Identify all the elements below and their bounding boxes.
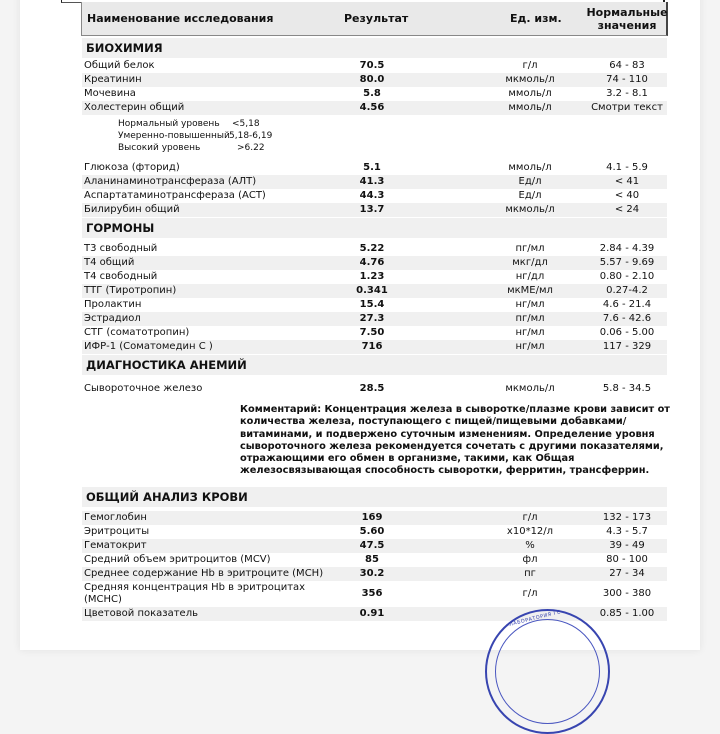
test-name: Цветовой показатель: [84, 607, 198, 619]
test-unit: пг/мл: [515, 313, 545, 324]
test-name: Гематокрит: [84, 539, 147, 551]
lab-stamp: [485, 609, 610, 734]
test-norm: Смотри текст: [591, 102, 663, 113]
test-norm: 7.6 - 42.6: [602, 313, 652, 324]
test-unit: г/л: [522, 587, 538, 599]
test-name: Холестерин общий: [84, 102, 185, 113]
table-header: [81, 2, 668, 36]
test-result: 0.91: [359, 607, 385, 619]
test-result: 41.3: [359, 176, 385, 187]
test-result: 30.2: [359, 567, 385, 579]
test-name: Общий белок: [84, 60, 155, 71]
test-norm: 300 - 380: [602, 587, 652, 599]
table-row: [82, 175, 667, 189]
test-unit: мкмоль/л: [505, 74, 555, 85]
test-result: 27.3: [359, 313, 385, 324]
table-row: [82, 525, 667, 539]
note-value: >6.22: [237, 143, 265, 153]
test-name: Мочевина: [84, 88, 136, 99]
test-result: 85: [365, 553, 379, 565]
note-label: Умеренно-повышенный: [118, 131, 230, 141]
test-norm: 27 - 34: [609, 567, 645, 579]
test-norm: 132 - 173: [602, 511, 652, 523]
table-row: [82, 382, 667, 396]
section-cbc-title: ОБЩИЙ АНАЛИЗ КРОВИ: [82, 487, 667, 507]
test-result: 28.5: [359, 383, 385, 394]
table-row: [82, 539, 667, 553]
test-result: 13.7: [359, 204, 385, 215]
test-result: 47.5: [359, 539, 385, 551]
test-name: Аспартатаминотрансфераза (АСТ): [84, 190, 266, 201]
test-unit: нг/мл: [515, 341, 545, 352]
header-norm-line1: Нормальные: [586, 5, 668, 19]
test-unit: г/л: [522, 511, 538, 523]
test-result: 4.76: [359, 257, 385, 268]
test-norm: 3.2 - 8.1: [606, 88, 648, 99]
table-row: [82, 581, 667, 607]
test-norm: 5.8 - 34.5: [602, 383, 652, 394]
test-name: Эстрадиол: [84, 313, 141, 324]
test-norm: 2.84 - 4.39: [599, 243, 655, 254]
table-row: [82, 553, 667, 567]
lab-report-page: [20, 0, 700, 650]
section-hormones-title: ГОРМОНЫ: [82, 218, 667, 238]
test-norm: 5.57 - 9.69: [599, 257, 655, 268]
header-result: Результат: [344, 12, 409, 25]
note-value: 5,18-6,19: [229, 131, 273, 141]
test-unit: мкмоль/л: [505, 383, 555, 394]
test-name: Среднее содержание Hb в эритроците (MCH): [84, 567, 324, 579]
table-row: [82, 326, 667, 340]
test-name: Сывороточное железо: [84, 383, 203, 394]
table-row: [82, 87, 667, 101]
section-biochem-title: БИОХИМИЯ: [82, 38, 667, 58]
table-row: [82, 312, 667, 326]
test-norm: 0.85 - 1.00: [599, 607, 655, 619]
test-result: 70.5: [359, 60, 385, 71]
header-unit: Ед. изм.: [510, 12, 562, 25]
test-result: 0.341: [356, 285, 388, 296]
test-unit: нг/дл: [515, 271, 545, 282]
test-norm: 0.06 - 5.00: [599, 327, 655, 338]
test-name: Глюкоза (фторид): [84, 162, 180, 173]
test-unit: мкМЕ/мл: [507, 285, 553, 296]
test-unit: x10*12/л: [506, 525, 554, 537]
test-unit: ммоль/л: [508, 102, 552, 113]
test-unit: мкмоль/л: [505, 204, 555, 215]
test-unit: %: [525, 539, 535, 551]
table-row: [82, 298, 667, 312]
results-table: [82, 37, 670, 621]
test-name: Т3 свободный: [84, 243, 158, 254]
test-name: ТТГ (Тиротропин): [84, 285, 177, 296]
test-norm: 0.27-4.2: [606, 285, 648, 296]
test-norm: 4.3 - 5.7: [606, 525, 648, 537]
table-row: [82, 189, 667, 203]
test-result: 5.22: [359, 243, 385, 254]
test-unit: ммоль/л: [508, 88, 552, 99]
test-name: Средняя концентрация Hb в эритроцитах (MCHC): [84, 581, 306, 605]
test-result: 1.23: [359, 271, 385, 282]
table-row: [82, 256, 667, 270]
test-result: 5.8: [363, 88, 381, 99]
test-result: 44.3: [359, 190, 385, 201]
cholesterol-reference-note: [82, 115, 667, 158]
test-result: 716: [361, 341, 383, 352]
note-label: Нормальный уровень: [118, 119, 220, 129]
test-norm: < 41: [614, 176, 640, 187]
note-value: <5,18: [232, 119, 260, 129]
test-name: ИФР-1 (Соматомедин С ): [84, 341, 213, 352]
test-norm: 39 - 49: [609, 539, 645, 551]
test-name: Т4 общий: [84, 257, 135, 268]
test-result: 5.1: [363, 162, 381, 173]
test-result: 7.50: [359, 327, 385, 338]
test-result: 80.0: [359, 74, 385, 85]
test-norm: 4.1 - 5.9: [606, 162, 648, 173]
test-result: 15.4: [359, 299, 385, 310]
test-norm: 117 - 329: [602, 341, 652, 352]
test-name: СТГ (соматотропин): [84, 327, 190, 338]
test-norm: < 40: [614, 190, 640, 201]
test-norm: 80 - 100: [606, 553, 648, 565]
test-norm: 74 - 110: [606, 74, 648, 85]
test-unit: пг: [524, 567, 536, 579]
test-name: Аланинаминотрансфераза (АЛТ): [84, 176, 257, 187]
test-unit: ммоль/л: [508, 162, 552, 173]
test-norm: < 24: [614, 204, 640, 215]
table-row: [82, 59, 667, 73]
header-norm-line2: значения: [597, 18, 657, 32]
test-unit: мкг/дл: [512, 257, 548, 268]
note-line: [82, 130, 667, 142]
test-result: 356: [361, 587, 383, 599]
iron-comment: Комментарий: Концентрация железа в сыворотке/плазме крови зависит от количества железа, поступающего с пищей/пищевыми добавками/витаминами, и подвержено суточным изменениям. Определение уровня сывороточного железа рекомендуется сочетать с другими показателями, отражающими его обмен в организме, такими, как Общая железосвязывающая способность сыворотки, ферритин, трансферрин.: [240, 404, 670, 477]
header-norm: [587, 2, 667, 35]
header-name: Наименование исследования: [87, 12, 274, 25]
test-result: 169: [361, 511, 383, 523]
note-line: [82, 142, 667, 154]
test-unit: Ед/л: [518, 176, 542, 187]
test-name: Эритроциты: [84, 525, 150, 537]
test-name: Креатинин: [84, 74, 142, 85]
test-unit: пг/мл: [515, 243, 545, 254]
test-unit: фл: [522, 553, 538, 565]
test-result: 4.56: [359, 102, 385, 113]
test-name: Пролактин: [84, 299, 142, 310]
table-row: [82, 284, 667, 298]
table-row: [82, 101, 667, 115]
test-norm: 64 - 83: [609, 60, 645, 71]
table-row: [82, 161, 667, 175]
note-line: [82, 118, 667, 130]
test-name: Средний объем эритроцитов (MCV): [84, 553, 271, 565]
table-row: [82, 242, 667, 256]
test-name: Гемоглобин: [84, 511, 147, 523]
test-result: 5.60: [359, 525, 385, 537]
test-name: Т4 свободный: [84, 271, 158, 282]
table-row: [82, 270, 667, 284]
table-row: [82, 73, 667, 87]
table-row: [82, 203, 667, 217]
test-name: Билирубин общий: [84, 204, 180, 215]
table-row: [82, 340, 667, 354]
test-unit: Ед/л: [518, 190, 542, 201]
table-row: [82, 567, 667, 581]
test-unit: нг/мл: [515, 327, 545, 338]
stamp-text: «ЛАБОРАТОРИЯ ГЕ: [505, 609, 562, 629]
table-row: [82, 511, 667, 525]
test-norm: 0.80 - 2.10: [599, 271, 655, 282]
test-norm: 4.6 - 21.4: [602, 299, 652, 310]
test-unit: г/л: [522, 60, 538, 71]
test-unit: нг/мл: [515, 299, 545, 310]
note-label: Высокий уровень: [118, 143, 201, 153]
section-anemia-title: ДИАГНОСТИКА АНЕМИЙ: [82, 355, 667, 375]
